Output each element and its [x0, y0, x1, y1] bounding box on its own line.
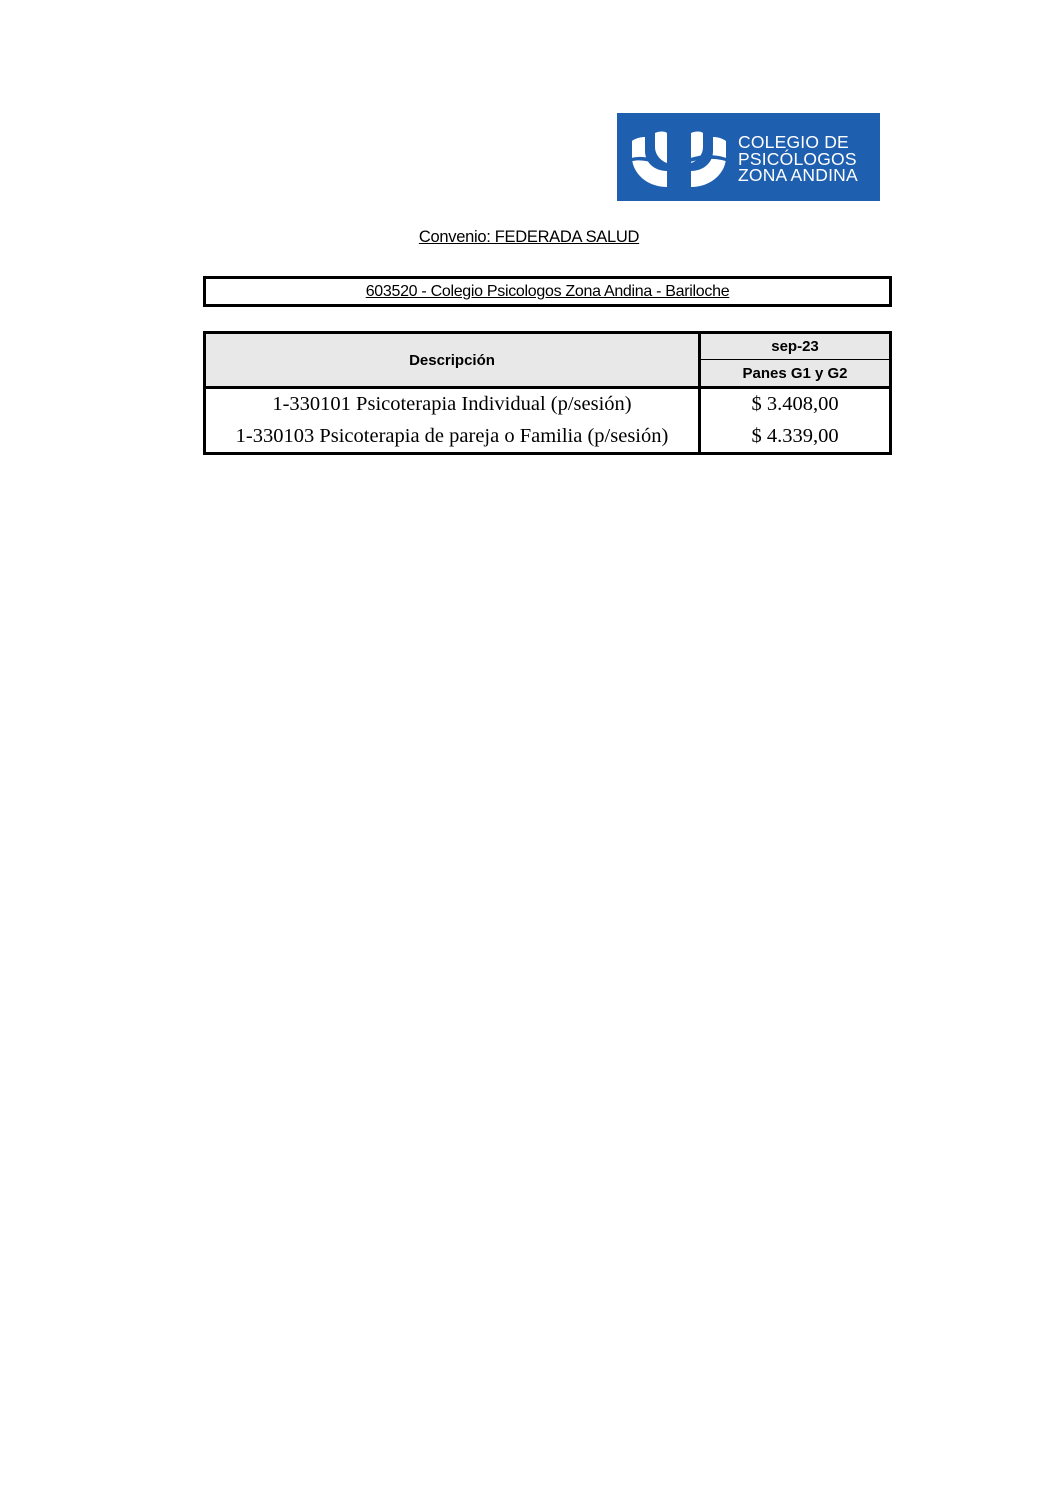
table-header-row — [205, 333, 891, 360]
logo-line-1: COLEGIO DE — [738, 132, 849, 152]
logo-line-2: PSICÓLOGOS — [738, 148, 857, 169]
row-price: $ 3.408,00 — [751, 393, 839, 416]
header-description: Descripción — [205, 333, 700, 388]
prestador-title: 603520 - Colegio Psicologos Zona Andina - Bariloche — [203, 276, 892, 307]
row-description: 1-330101 Psicoterapia Individual (p/sesión) — [205, 388, 700, 421]
logo-text — [738, 134, 858, 184]
header-plan: Panes G1 y G2 — [700, 360, 891, 388]
logo-colegio-psicologos — [617, 113, 880, 201]
header-period: sep-23 — [700, 333, 891, 360]
table-row — [205, 388, 891, 421]
row-description: 1-330103 Psicoterapia de pareja o Familia (p/sesión) — [205, 421, 700, 454]
convenio-title: Convenio: FEDERADA SALUD — [418, 228, 640, 246]
logo-line-3: ZONA ANDINA — [738, 165, 858, 185]
table-row — [205, 421, 891, 454]
price-table — [203, 331, 892, 455]
row-price: $ 4.339,00 — [751, 424, 839, 447]
psi-icon — [629, 129, 729, 189]
